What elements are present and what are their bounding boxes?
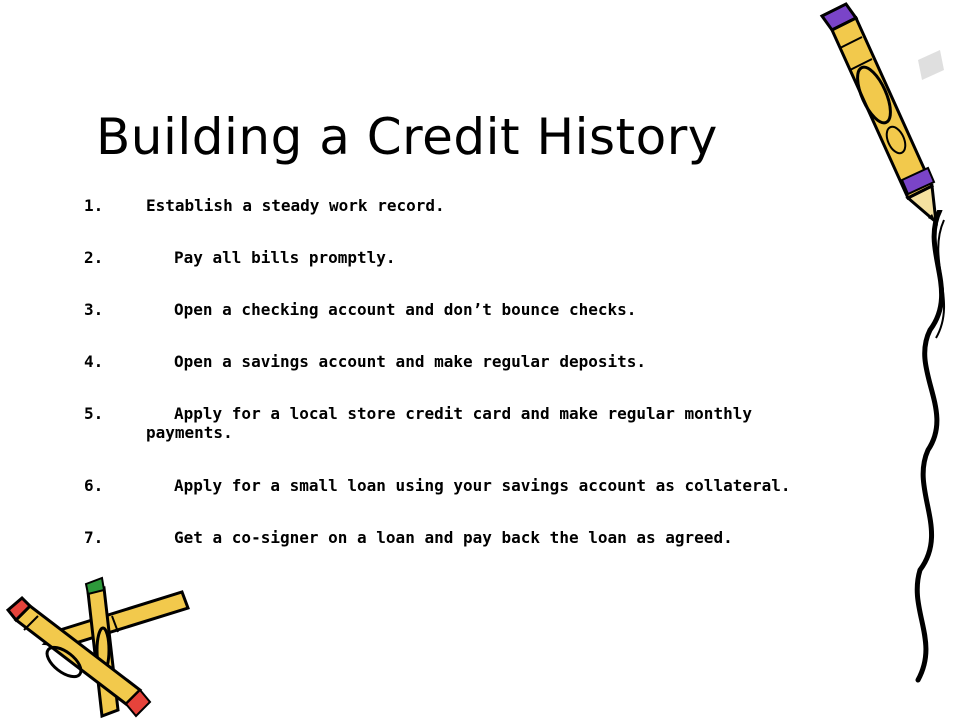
list-item-text: Establish a steady work record.	[146, 196, 445, 215]
list-item-number: 7.	[84, 528, 104, 547]
slide-title: Building a Credit History	[96, 108, 718, 166]
list-item-number: 6.	[84, 476, 104, 495]
list-item-number: 2.	[84, 248, 104, 267]
list-item-text: Open a checking account and don’t bounce checks.	[174, 300, 637, 319]
list-item-number: 1.	[84, 196, 104, 215]
crayons-icon	[0, 570, 200, 720]
list-item-number: 5.	[84, 404, 104, 423]
list-item-text: Open a savings account and make regular deposits.	[174, 352, 647, 371]
list-item-text: Get a co-signer on a loan and pay back the loan as agreed.	[174, 528, 733, 547]
list-item-text: Apply for a small loan using your savings account as collateral.	[174, 476, 791, 495]
list-item-number: 4.	[84, 352, 104, 371]
list-item-text: Apply for a local store credit card and make regular monthly payments.	[146, 404, 752, 442]
wavy-line-icon	[900, 210, 960, 690]
list-item-number: 3.	[84, 300, 104, 319]
list-item-text: Pay all bills promptly.	[174, 248, 396, 267]
pencil-icon	[800, 0, 960, 230]
